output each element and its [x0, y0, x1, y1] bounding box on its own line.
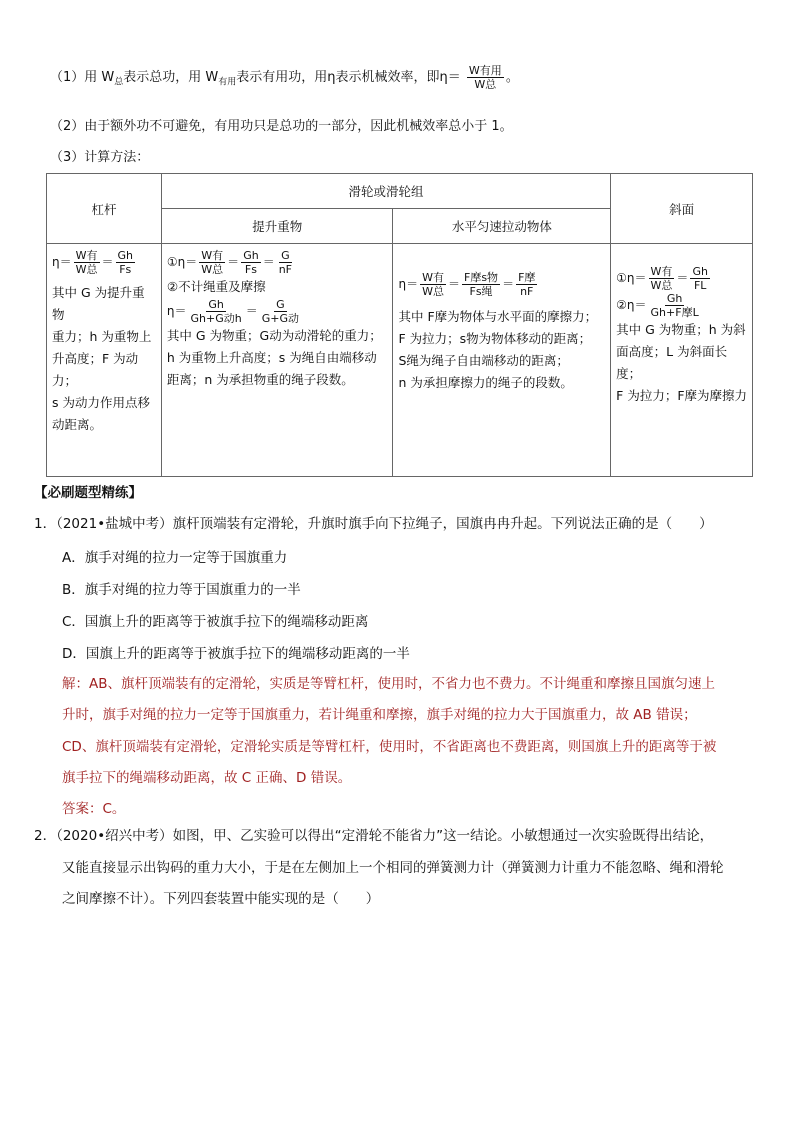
q1-option-c: C．国旗上升的距离等于被旗手拉下的绳端移动距离 — [62, 614, 369, 630]
lever-text-line: s 为动力作用点移 — [52, 395, 150, 410]
lever-text-line: 重力；h 为重物上 — [52, 329, 152, 344]
fraction-numerator: W有用 — [468, 64, 502, 77]
q2-line: 又能直接显示出钩码的重力大小，于是在左侧加上一个相同的弹簧测力计（弹簧测力计重力不能忽略、绳和滑轮 — [62, 860, 724, 876]
intro-text: （1）用 W — [50, 70, 115, 85]
efficiency-fraction — [467, 64, 504, 91]
intro-text: 表示总功，用 W — [123, 70, 219, 85]
cell-horizontal — [393, 244, 611, 477]
incline-text-line: 面高度；L 为斜面长度； — [616, 344, 728, 381]
cell-lift — [161, 244, 393, 477]
incline-text-line: 其中 G 为物重；h 为斜 — [616, 322, 746, 337]
lever-text-line: 其中 G 为提升重物 — [52, 285, 145, 322]
incline-text-line: F 为拉力；F摩为摩擦力 — [616, 388, 748, 403]
lift-note: ②不计绳重及摩擦 — [166, 279, 266, 294]
cell-incline — [611, 244, 753, 477]
incline-formula-2: ②η＝ $\frac{Gh}{\text{Gh+F摩L}}$ — [616, 292, 699, 319]
horizontal-formula: η＝ $\frac{\text{W有}}{\text{W总}}$ ＝ $\frac{\text{F摩s物}}{\text{Fs绳}}$ ＝ $\frac{\text{F摩}}{nF}$ — [398, 271, 536, 298]
q1-option-b: B．旗手对绳的拉力等于国旗重力的一半 — [62, 582, 301, 598]
fraction-denominator: W总 — [474, 78, 497, 91]
header-pulley: 滑轮或滑轮组 — [161, 174, 610, 209]
intro-line-3: （3）计算方法： — [50, 150, 150, 165]
horizontal-text-line: n 为承担摩擦力的绳子的段数。 — [398, 375, 573, 390]
lift-text-line: 距离；n 为承担物重的绳子段数。 — [166, 372, 354, 387]
horizontal-text-line: F 为拉力；s物为物体移动的距离； — [398, 331, 592, 346]
cell-lever — [47, 244, 162, 477]
lift-formula-2: η＝ $\frac{Gh}{\text{Gh+G动h}}$ ＝ $\frac{G}{\text{G+G动}}$ — [166, 298, 300, 325]
q1-stem: 1．（2021•盐城中考）旗杆顶端装有定滑轮，升旗时旗手向下拉绳子，国旗冉冉升起。下列说法正确的是（ ） — [34, 516, 713, 532]
sub-total: 总 — [114, 77, 124, 88]
lift-text-line: 其中 G 为物重；G动为动滑轮的重力； — [166, 328, 382, 343]
intro-line-2: （2）由于额外功不可避免，有用功只是总功的一部分，因此机械效率总小于 1。 — [50, 119, 513, 134]
lever-text — [52, 282, 156, 436]
header-lift: 提升重物 — [161, 209, 393, 244]
header-incline: 斜面 — [611, 174, 753, 244]
q2-line: 2．（2020•绍兴中考）如图，甲、乙实验可以得出“定滑轮不能省力”这一结论。小敏想通过一次实验既得出结论， — [34, 828, 714, 844]
lever-formula: η＝ $\frac{\text{W有}}{\text{W总}}$ ＝ $\frac{Gh}{Fs}$ — [52, 249, 134, 276]
q2-line: 之间摩擦不计）。下列四套装置中能实现的是（ ） — [62, 891, 380, 907]
lift-formula-1: ①η＝ $\frac{\text{W有}}{\text{W总}}$ ＝ $\frac{Gh}{Fs}$ ＝ $\frac{G}{nF}$ — [166, 249, 293, 276]
lever-text-line: 升高度；F 为动力； — [52, 351, 139, 388]
intro-text: 。 — [505, 70, 519, 85]
intro-text: 表示有用功，用η表示机械效率，即η＝ — [236, 70, 461, 85]
section-title: 【必刷题型精练】 — [34, 485, 142, 501]
horizontal-text-line: 其中 F摩为物体与水平面的摩擦力； — [398, 309, 598, 324]
lift-text-line: h 为重物上升高度；s 为绳自由端移动 — [166, 350, 377, 365]
q1-solution-line: 解：AB、旗杆顶端装有的定滑轮，实质是等臂杠杆，使用时，不省力也不费力。不计绳重和摩擦且国旗匀速上 — [62, 676, 715, 692]
q1-solution-line: CD、旗杆顶端装有定滑轮，定滑轮实质是等臂杠杆，使用时，不省距离也不费距离，则国旗上升的距离等于被 — [62, 739, 717, 755]
horizontal-text-line: S绳为绳子自由端移动的距离； — [398, 353, 569, 368]
q1-answer: 答案：C。 — [62, 801, 126, 817]
header-horizontal: 水平匀速拉动物体 — [393, 209, 611, 244]
lever-text-line: 动距离。 — [52, 417, 103, 432]
q1-option-d: D．国旗上升的距离等于被旗手拉下的绳端移动距离的一半 — [62, 646, 410, 662]
incline-formula-1: ①η＝ $\frac{\text{W有}}{\text{W总}}$ ＝ $\frac{Gh}{FL}$ — [616, 265, 708, 292]
q1-solution-line: 升时，旗手对绳的拉力一定等于国旗重力，若计绳重和摩擦，旗手对绳的拉力大于国旗重力，故 AB 错误； — [62, 707, 697, 723]
header-lever: 杠杆 — [47, 174, 162, 244]
q1-solution-line: 旗手拉下的绳端移动距离，故 C 正确、D 错误。 — [62, 770, 352, 786]
sub-useful: 有用 — [218, 77, 237, 88]
calculation-table — [46, 173, 753, 477]
q1-option-a: A．旗手对绳的拉力一定等于国旗重力 — [62, 550, 288, 566]
intro-line-1 — [50, 64, 519, 91]
